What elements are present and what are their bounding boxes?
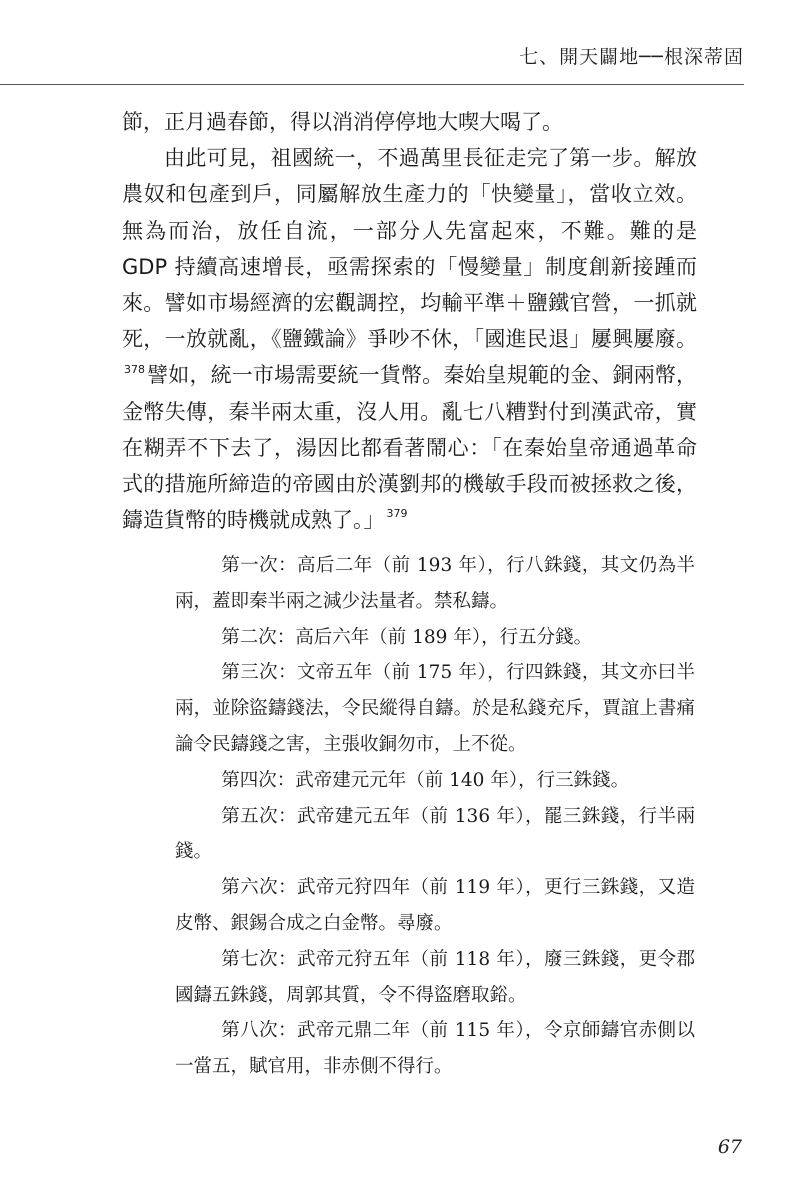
footnote-ref-378: 378 (124, 362, 145, 376)
quotation-block (175, 548, 695, 1085)
quote-item-4: 第四次：武帝建元元年（前 140 年），行三銖錢。 (221, 769, 630, 791)
quote-item-2: 第二次：高后六年（前 189 年），行五分錢。 (221, 626, 593, 648)
running-head: 七、開天闢地──根深蒂固 (519, 46, 744, 68)
page-number: 67 (717, 1136, 742, 1158)
quote-item-5: 第五次：武帝建元五年（前 136 年），罷三銖錢，行半兩錢。 (175, 805, 695, 863)
footnote-ref-379: 379 (386, 507, 408, 521)
body-text (122, 104, 697, 538)
quote-item-7: 第七次：武帝元狩五年（前 118 年），廢三銖錢，更令郡國鑄五銖錢，周郭其質，令不得盜磨取鋊。 (175, 948, 695, 1006)
header-rule (0, 84, 744, 85)
quote-item-6: 第六次：武帝元狩四年（前 119 年），更行三銖錢，又造皮幣、銀錫合成之白金幣。尋廢。 (175, 877, 695, 934)
paragraph-1: 節，正月過春節，得以消消停停地大喫大喝了。 (122, 110, 563, 134)
quote-item-8: 第八次：武帝元鼎二年（前 115 年），令京師鑄官赤側以一當五，賦官用，非赤側不得行。 (175, 1020, 695, 1078)
paragraph-2-text-a: 由此可見，祖國統一，不過萬里長征走完了第一步。解放農奴和包產到戶，同屬解放生產力的「快變量」，當收立效。無為而治，放任自流，一部分人先富起來，不難。難的是 GDP 持續高速增長，亟需探索的「慢變量」制度創新接踵而來。譬如市場經濟的宏觀調控，均輸平準＋鹽鐵官營，一抓就死，一放就亂，《鹽鐵論》爭吵不休，「國進民退」屢興屢廢。 (122, 146, 697, 352)
quote-item-1: 第一次：高后二年（前 193 年），行八銖錢，其文仍為半兩，蓋即秦半兩之減少法量者。禁私鑄。 (175, 555, 695, 612)
paragraph-2-text-b: 譬如，統一市場需要統一貨幣。秦始皇規範的金、銅兩幣，金幣失傳，秦半兩太重，沒人用。亂七八糟對付到漢武帝，實在糊弄不下去了，湯因比都看著鬧心：「在秦始皇帝通過革命式的措施所締造的帝國由於漢劉邦的機敏手段而被拯救之後，鑄造貨幣的時機就成熟了。」 (122, 363, 697, 533)
paragraph-2 (122, 140, 697, 538)
quote-item-3: 第三次：文帝五年（前 175 年），行四銖錢，其文亦曰半兩，並除盜鑄錢法，令民縱得自鑄。於是私錢充斥，賈誼上書痛論令民鑄錢之害，主張收銅勿市，上不從。 (175, 662, 695, 755)
